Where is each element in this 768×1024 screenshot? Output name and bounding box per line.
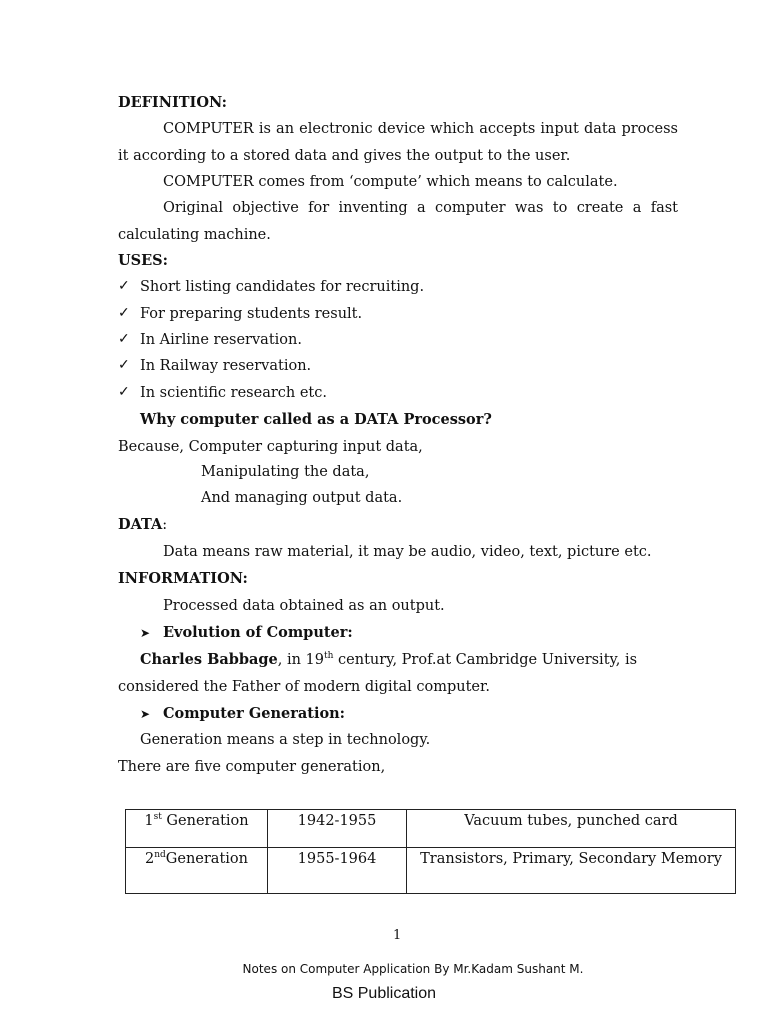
definition-paragraph-line1: COMPUTER is an electronic device which accepts input data process bbox=[163, 121, 678, 137]
technology-cell: Transistors, Primary, Secondary Memory bbox=[407, 848, 736, 894]
generation-label: Generation bbox=[165, 851, 248, 867]
data-heading-line bbox=[118, 516, 167, 534]
checkmark-icon: ✓ bbox=[118, 305, 130, 321]
uses-item: Short listing candidates for recruiting. bbox=[140, 279, 425, 295]
definition-heading: DEFINITION: bbox=[118, 94, 228, 111]
uses-item: For preparing students result. bbox=[140, 306, 363, 322]
page-number: 1 bbox=[393, 928, 402, 943]
definition-objective-line2: calculating machine. bbox=[118, 227, 271, 243]
processor-line2: Manipulating the data, bbox=[201, 464, 370, 480]
babbage-name: Charles Babbage bbox=[140, 651, 278, 668]
generation-table bbox=[125, 809, 736, 894]
checkmark-icon: ✓ bbox=[118, 278, 130, 294]
uses-item: In scientific research etc. bbox=[140, 385, 327, 401]
technology-cell: Vacuum tubes, punched card bbox=[407, 810, 736, 848]
processor-question: Why computer called as a DATA Processor? bbox=[140, 411, 492, 428]
uses-item: In Railway reservation. bbox=[140, 358, 312, 374]
evolution-text-b: century, Prof.at Cambridge University, is bbox=[333, 652, 638, 668]
data-definition: Data means raw material, it may be audio, video, text, picture etc. bbox=[163, 544, 652, 560]
generation-label: Generation bbox=[161, 813, 249, 829]
evolution-heading: Evolution of Computer: bbox=[163, 624, 353, 641]
data-heading: DATA bbox=[118, 516, 163, 533]
generation-number: 2 bbox=[145, 851, 155, 867]
processor-line1: Because, Computer capturing input data, bbox=[118, 439, 423, 455]
generation-line2: There are five computer generation, bbox=[118, 759, 386, 775]
evolution-line2: considered the Father of modern digital computer. bbox=[118, 679, 490, 695]
checkmark-icon: ✓ bbox=[118, 357, 130, 373]
generation-cell bbox=[126, 810, 268, 848]
generation-heading: Computer Generation: bbox=[163, 705, 346, 722]
generation-sup: nd bbox=[154, 850, 166, 861]
definition-compute-origin: COMPUTER comes from ‘compute’ which means to calculate. bbox=[163, 174, 618, 190]
table-row bbox=[126, 810, 736, 848]
footer-publisher: BS Publication bbox=[331, 985, 437, 1002]
processor-line3: And managing output data. bbox=[201, 490, 403, 506]
evolution-text-a: , in 19 bbox=[277, 652, 325, 668]
definition-paragraph-line2: it according to a stored data and gives the output to the user. bbox=[118, 148, 571, 164]
evolution-line1 bbox=[140, 651, 637, 669]
generation-sup: st bbox=[153, 812, 162, 823]
generation-cell bbox=[126, 848, 268, 894]
generation-number: 1 bbox=[144, 813, 154, 829]
years-cell: 1942-1955 bbox=[268, 810, 407, 848]
uses-heading: USES: bbox=[118, 252, 168, 269]
years-cell: 1955-1964 bbox=[268, 848, 407, 894]
checkmark-icon: ✓ bbox=[118, 384, 130, 400]
checkmark-icon: ✓ bbox=[118, 331, 130, 347]
footer-note: Notes on Computer Application By Mr.Kadam Sushant M. bbox=[242, 962, 584, 976]
information-definition: Processed data obtained as an output. bbox=[163, 598, 445, 614]
information-heading: INFORMATION: bbox=[118, 570, 248, 587]
data-colon: : bbox=[162, 517, 168, 533]
generation-line1: Generation means a step in technology. bbox=[140, 732, 431, 748]
evolution-sup: th bbox=[324, 651, 334, 662]
uses-item: In Airline reservation. bbox=[140, 332, 302, 348]
arrow-bullet-icon: ➤ bbox=[140, 626, 151, 640]
arrow-bullet-icon: ➤ bbox=[140, 707, 151, 721]
table-row bbox=[126, 848, 736, 894]
definition-objective-line1: Original objective for inventing a computer was to create a fast bbox=[163, 200, 678, 216]
